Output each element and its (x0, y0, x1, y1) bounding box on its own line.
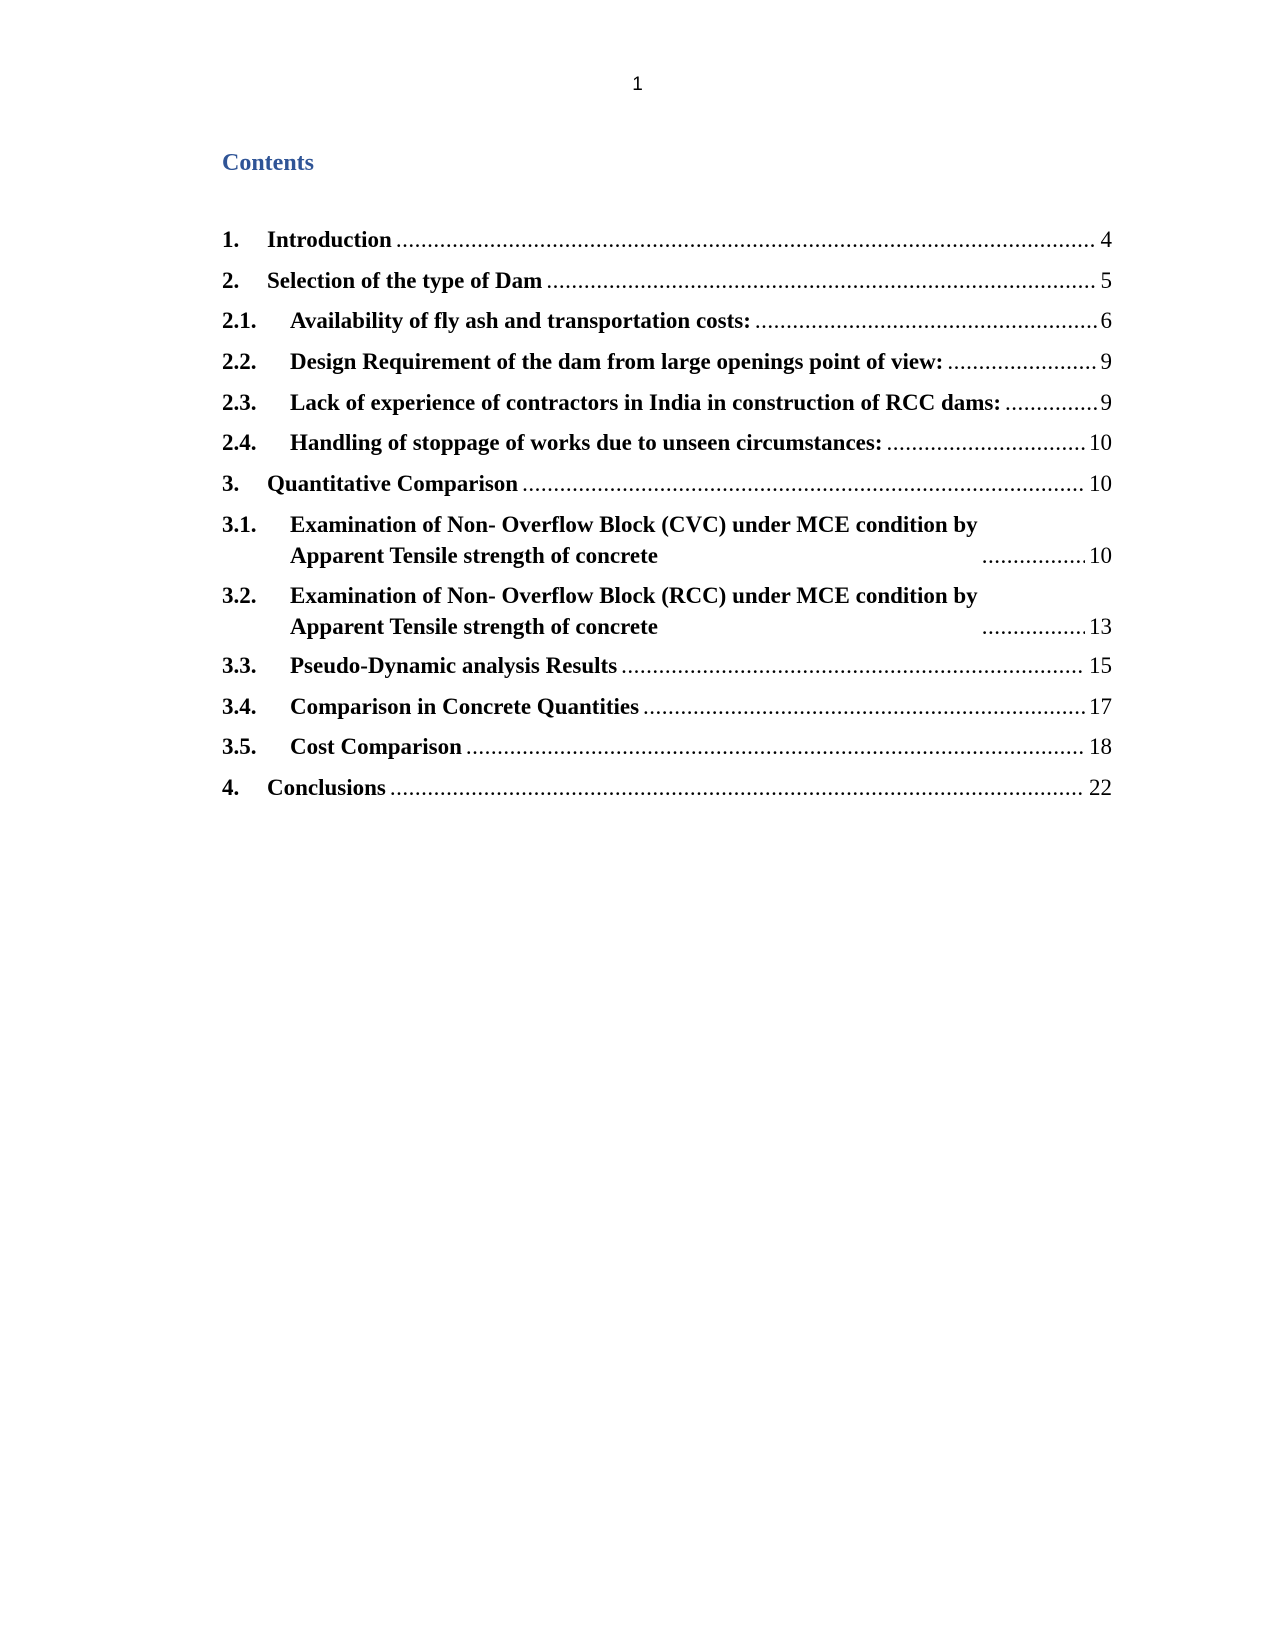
toc-dot-leader (522, 468, 1085, 499)
toc-entry-page: 18 (1089, 734, 1112, 759)
toc-entry-handling-stoppage[interactable] (222, 427, 1112, 458)
toc-entry-number: 3. (222, 471, 240, 496)
toc-entry-title[interactable]: Cost Comparison (290, 734, 462, 759)
toc-entry-title[interactable]: Pseudo-Dynamic analysis Results (290, 653, 618, 678)
toc-entry-number: 2.2. (222, 349, 257, 374)
toc-entry-title[interactable]: Conclusions (267, 775, 386, 800)
toc-entry-title[interactable]: Lack of experience of contractors in India in construction of RCC dams: (290, 390, 1002, 415)
toc-entry-page: 17 (1089, 694, 1112, 719)
toc-dot-leader (396, 224, 1097, 255)
toc-entry-number: 3.4. (222, 694, 257, 719)
toc-entry-page: 9 (1100, 390, 1112, 415)
toc-entry-concrete-quantities[interactable] (222, 691, 1112, 722)
toc-dot-leader (466, 731, 1085, 762)
toc-entry-number: 3.3. (222, 653, 257, 678)
toc-entry-page: 10 (1089, 471, 1112, 496)
toc-entry-page: 4 (1100, 227, 1112, 252)
toc-entry-conclusions[interactable] (222, 772, 1112, 803)
toc-entry-title[interactable]: Introduction (267, 227, 392, 252)
toc-entry-page: 10 (1089, 430, 1112, 455)
toc-dot-leader (643, 691, 1085, 722)
toc-entry-title-line1: Examination of Non- Overflow Block (CVC) under MCE condition by (290, 512, 978, 537)
toc-entry-page: 13 (1089, 614, 1112, 639)
toc-entry-title-line2: Apparent Tensile strength of concrete (290, 614, 658, 639)
toc-entry-number: 2.1. (222, 308, 257, 333)
toc-dot-leader (390, 772, 1085, 803)
toc-entry-number: 2. (222, 268, 240, 293)
toc-dot-leader (546, 265, 1096, 296)
toc-dot-leader (887, 427, 1086, 458)
toc-dot-leader (621, 650, 1085, 681)
toc-entry-number: 4. (222, 775, 240, 800)
toc-dot-leader (982, 611, 1085, 642)
toc-dot-leader (982, 540, 1085, 571)
toc-entry-number: 3.1. (222, 512, 257, 537)
toc-entry-title[interactable]: Comparison in Concrete Quantities (290, 694, 640, 719)
toc-entry-title[interactable] (290, 580, 978, 642)
toc-entry-title-line1: Examination of Non- Overflow Block (RCC) under MCE condition by (290, 583, 978, 608)
toc-entry-title[interactable]: Design Requirement of the dam from large openings point of view: (290, 349, 944, 374)
toc-entry-selection-of-dam[interactable] (222, 265, 1112, 296)
toc-entry-cost-comparison[interactable] (222, 731, 1112, 762)
toc-entry-number: 2.3. (222, 390, 257, 415)
toc-entry-title[interactable] (290, 509, 978, 571)
toc-entry-page: 6 (1100, 308, 1112, 333)
toc-entry-number: 2.4. (222, 430, 257, 455)
toc-entry-page: 15 (1089, 653, 1112, 678)
toc-entry-page: 5 (1100, 268, 1112, 293)
toc-entry-quantitative-comparison[interactable] (222, 468, 1112, 499)
toc-dot-leader (755, 305, 1097, 336)
toc-entry-fly-ash[interactable] (222, 305, 1112, 336)
contents-heading: Contents (222, 150, 315, 176)
toc-entry-title[interactable]: Quantitative Comparison (267, 471, 519, 496)
toc-entry-examination-cvc[interactable] (222, 509, 1112, 571)
toc-entry-design-requirement[interactable] (222, 346, 1112, 377)
page-number: 1 (632, 74, 643, 95)
toc-dot-leader (947, 346, 1096, 377)
toc-entry-number: 3.2. (222, 583, 257, 608)
toc-entry-pseudo-dynamic[interactable] (222, 650, 1112, 681)
toc-entry-number: 3.5. (222, 734, 257, 759)
toc-entry-lack-of-experience[interactable] (222, 387, 1112, 418)
toc-entry-title[interactable]: Handling of stoppage of works due to unseen circumstances: (290, 430, 883, 455)
toc-entry-number: 1. (222, 227, 240, 252)
toc-entry-title-line2: Apparent Tensile strength of concrete (290, 543, 658, 568)
toc-entry-title[interactable]: Availability of fly ash and transportation costs: (290, 308, 751, 333)
toc-entry-page: 22 (1089, 775, 1112, 800)
toc-entry-title[interactable]: Selection of the type of Dam (267, 268, 543, 293)
toc-entry-introduction[interactable] (222, 224, 1112, 255)
toc-entry-page: 9 (1100, 349, 1112, 374)
toc-entry-examination-rcc[interactable] (222, 580, 1112, 642)
toc-entry-page: 10 (1089, 543, 1112, 568)
toc-dot-leader (1005, 387, 1096, 418)
